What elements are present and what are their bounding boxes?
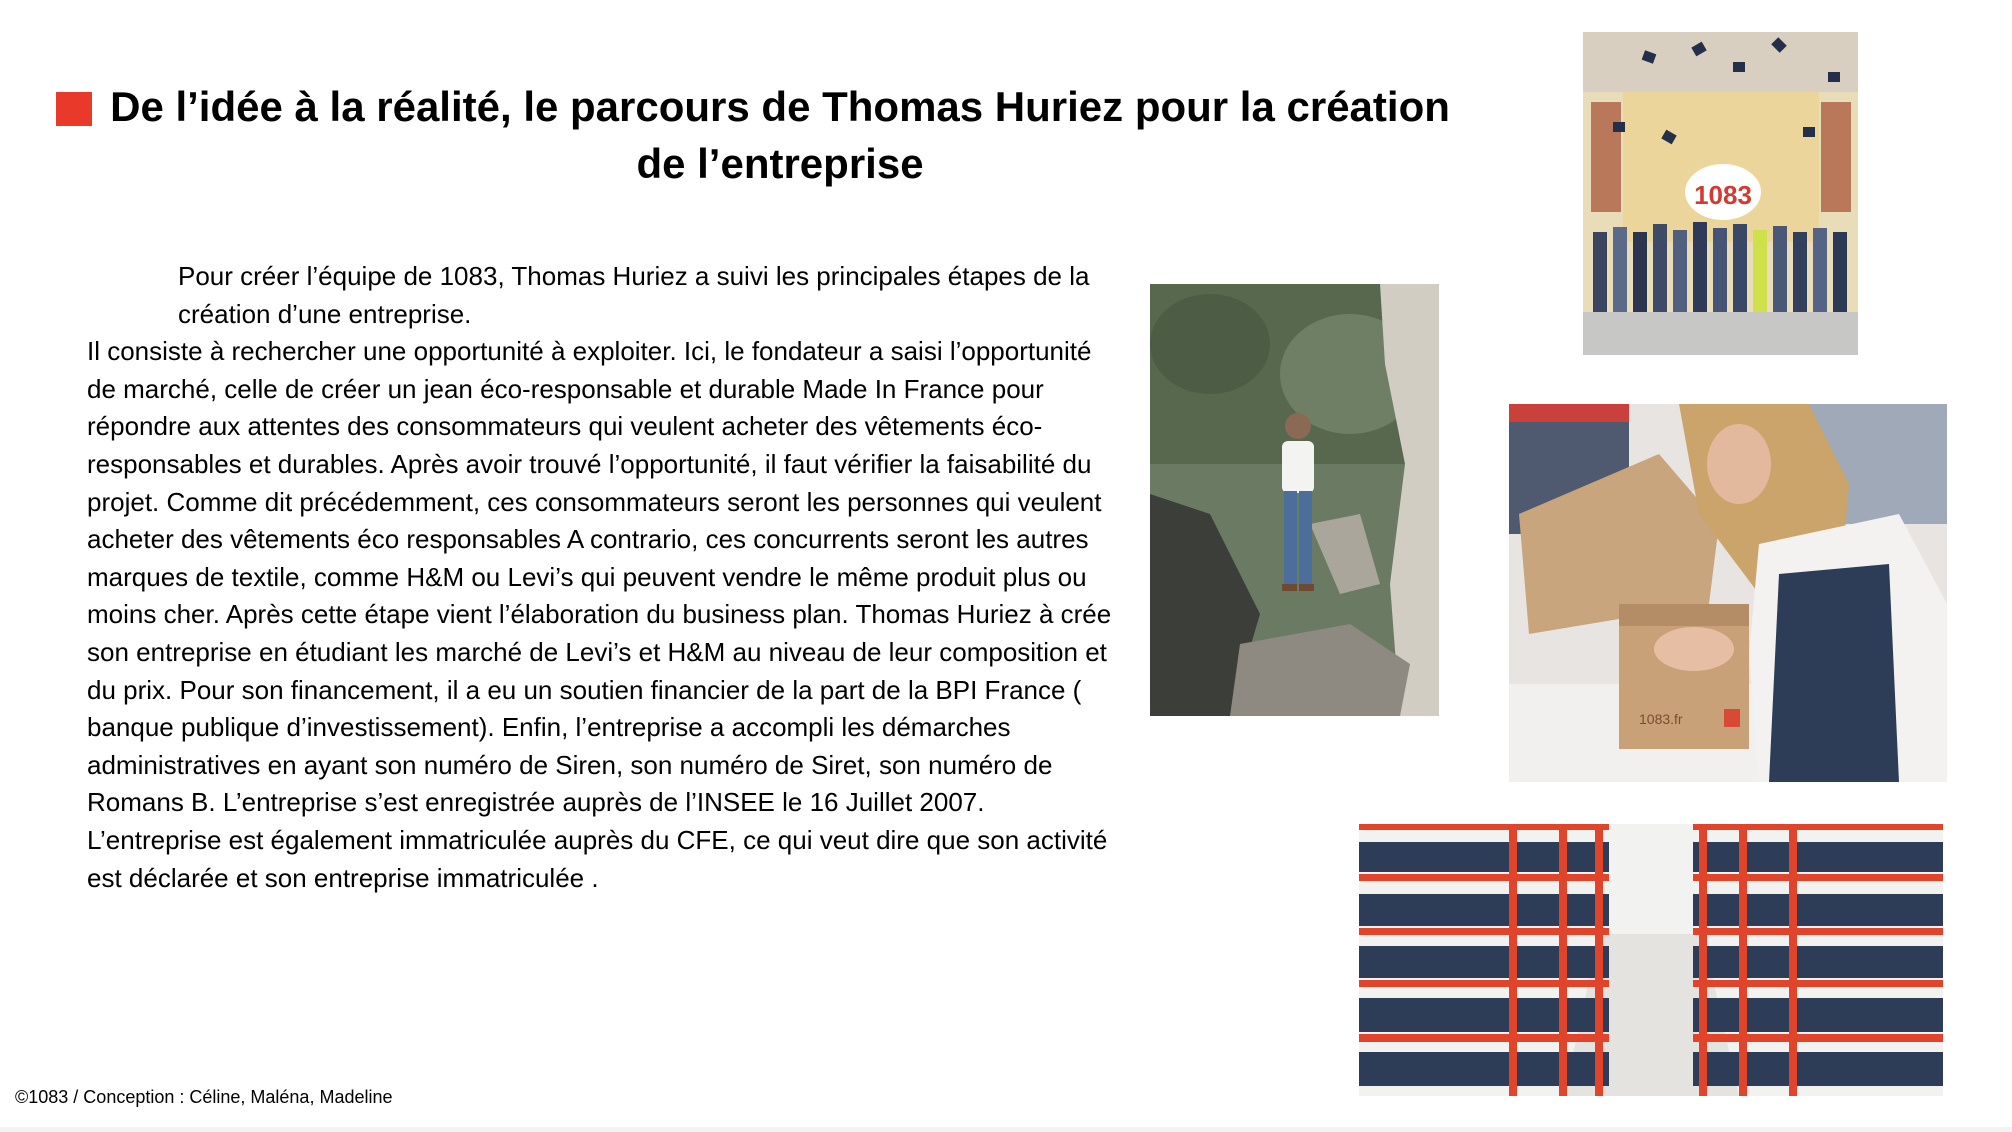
intro-paragraph: Pour créer l’équipe de 1083, Thomas Huriez a suivi les principales étapes de la création d’une entreprise. [178, 261, 1090, 329]
footer-credit: ©1083 / Conception : Céline, Maléna, Madeline [15, 1087, 393, 1107]
body-text [87, 258, 1117, 897]
founder-photo [1150, 284, 1439, 716]
team-banner-text: 1083 [1694, 180, 1752, 210]
title-accent-square [56, 92, 92, 126]
team-celebration-photo [1583, 32, 1858, 355]
warehouse-photo [1359, 824, 1943, 1096]
box-label: 1083.fr [1639, 711, 1683, 727]
packing-photo [1509, 404, 1947, 782]
main-paragraph: Il consiste à rechercher une opportunité à exploiter. Ici, le fondateur a saisi l’opportunité de marché, celle de créer un jean éco-responsable et durable Made In France pour répondre aux attentes des consommateurs qui veulent acheter des vêtements éco-responsables et durables. Après avoir trouvé l’opportunité, il faut vérifier la faisabilité du projet. Comme dit précédemment, ces consommateurs seront les personnes qui veulent acheter des vêtements éco responsables A contrario, ces concurrents seront les autres marques de textile, comme H&M ou Levi’s qui peuvent vendre le même produit plus ou moins cher. Après cette étape vient l’élaboration du business plan. Thomas Huriez à crée son entreprise en étudiant les marché de Levi’s et H&M au niveau de leur composition et du prix. Pour son financement, il a eu un soutien financier de la part de la BPI France ( banque publique d’investissement). Enfin, l’entreprise a accompli les démarches administratives en ayant son numéro de Siren, son numéro de Siret, son numéro de Romans B. L’entreprise s’est enregistrée auprès de l’INSEE le 16 Juillet 2007. L’entreprise est également immatriculée auprès du CFE, ce qui veut dire que son activité est déclarée et son entreprise immatriculée . [87, 336, 1112, 893]
page-title: De l’idée à la réalité, le parcours de Thomas Huriez pour la création de l’entreprise [110, 83, 1450, 187]
bottom-divider [0, 1127, 2012, 1132]
